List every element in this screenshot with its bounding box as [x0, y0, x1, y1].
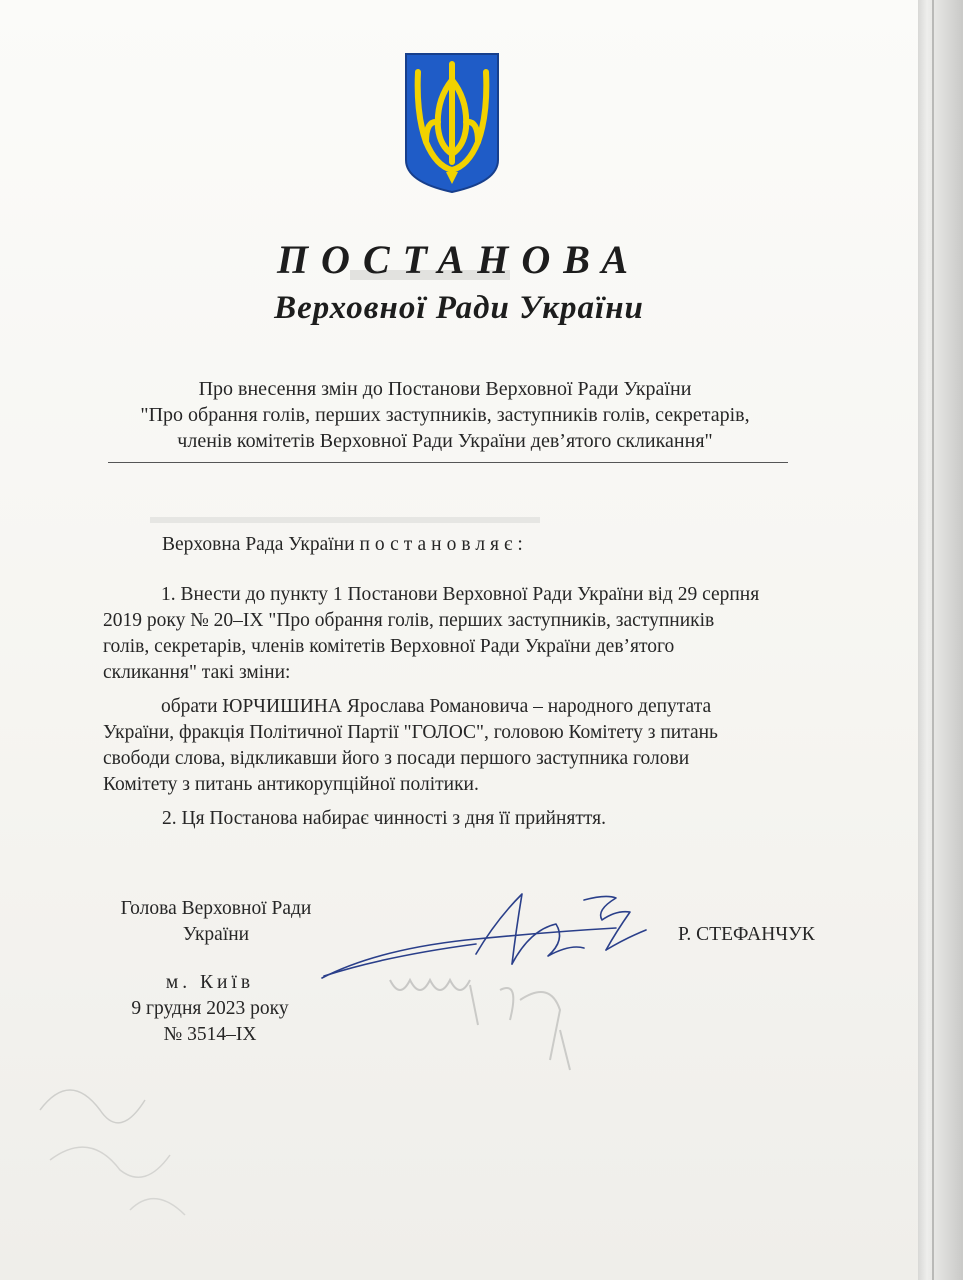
about-line: Про внесення змін до Постанови Верховної Ради України [198, 378, 692, 400]
change-line: Комітету з питань антикорупційної політики. [103, 774, 479, 795]
item-1-line: голів, секретарів, членів комітетів Верховної Ради України дев’ятого [103, 636, 675, 657]
position-line: України [182, 924, 250, 945]
change-line: свободи слова, відкликавши його з посади першого заступника голови [103, 748, 690, 769]
stacked-sheets-edge [918, 0, 963, 1280]
about-divider [108, 462, 788, 463]
document-title: ПОСТАНОВА [276, 237, 642, 282]
change-line: України, фракція Політичної Партії "ГОЛОС", головою Комітету з питань [103, 722, 718, 743]
document-subtitle: Верховної Ради України [274, 290, 644, 326]
intro-verb: постановляє: [359, 534, 528, 555]
city: м. Київ [165, 972, 255, 993]
resolution-about [100, 376, 790, 454]
item-1-line: 1. Внести до пункту 1 Постанови Верховної Ради України від 29 серпня [161, 584, 760, 605]
position-line: Голова Верховної Ради [120, 898, 312, 919]
handwritten-signature-icon [316, 880, 662, 990]
place-date-number [90, 970, 330, 1048]
item-2-paragraph: 2. Ця Постанова набирає чинності з дня її прийняття. [162, 808, 606, 829]
about-line: членів комітетів Верховної Ради України дев’ятого скликання" [177, 430, 713, 452]
signatory-position [96, 896, 336, 948]
intro-prefix: Верховна Рада України [162, 534, 355, 555]
intro-paragraph [162, 532, 528, 558]
item-1-line: скликання" такі зміни: [103, 662, 291, 683]
trident-coat-of-arms-icon [402, 50, 502, 194]
about-line: "Про обрання голів, перших заступників, заступників голів, секретарів, [140, 404, 750, 426]
resolution-number: № 3514–IX [163, 1024, 257, 1045]
change-line: обрати ЮРЧИШИНА Ярослава Романовича – народного депутата [161, 696, 712, 717]
item-1-line: 2019 року № 20–IX "Про обрання голів, перших заступників, заступників [103, 610, 715, 631]
item-1-change-paragraph [103, 694, 841, 798]
signatory-name: Р. СТЕФАНЧУК [678, 924, 815, 945]
date: 9 грудня 2023 року [131, 998, 289, 1019]
item-1-paragraph [103, 582, 841, 686]
sheet-edge-line [932, 0, 934, 1280]
